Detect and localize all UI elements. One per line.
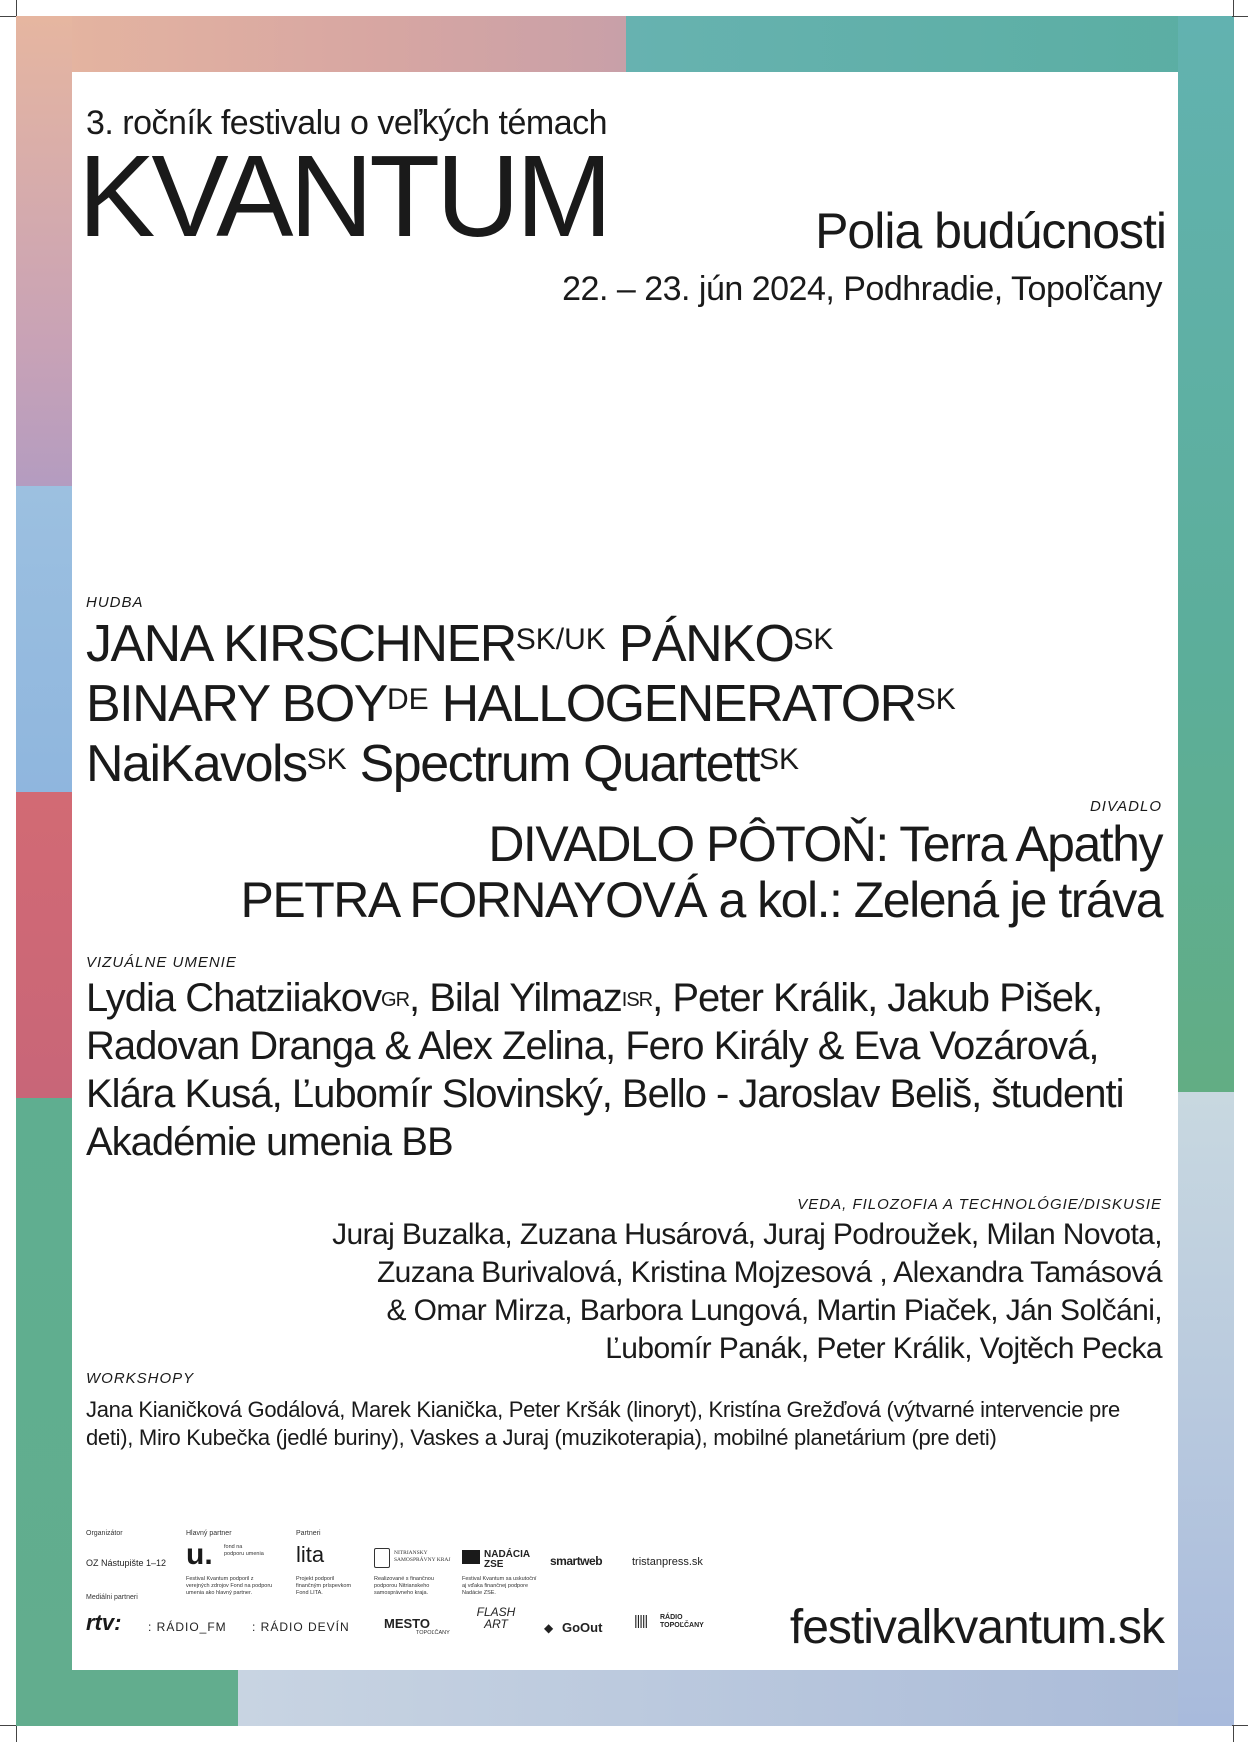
artist-name: PÁNKO [618, 615, 794, 673]
music-line-3 [86, 734, 956, 794]
workshops-label: WORKSHOPY [86, 1370, 195, 1387]
organizer-label: Organizátor [86, 1530, 123, 1537]
festival-subtitle: 3. ročník festivalu o veľkých témach [86, 104, 608, 142]
lita-note: Projekt podporil finančným príspevkom Fond LITA. [296, 1576, 352, 1596]
goout-logo: GoOut [562, 1620, 603, 1635]
zse-logo-icon [462, 1550, 480, 1564]
frame-left-3 [16, 792, 72, 1098]
festival-tagline: Polia budúcnosti [815, 203, 1166, 259]
crop-mark [16, 1726, 17, 1742]
radio-devin-logo: : RÁDIO DEVÍN [252, 1620, 350, 1634]
artist-name: Spectrum Quartett [359, 735, 759, 793]
science-line: Ľubomír Panák, Peter Králik, Vojtěch Pecka [605, 1332, 1162, 1365]
goout-icon: ◆ [544, 1621, 554, 1635]
festival-title: KVANTUM [78, 131, 609, 261]
frame-bottom-left [16, 1670, 238, 1726]
frame-top-left [16, 16, 626, 72]
crop-mark [0, 16, 16, 17]
theatre-label: DIVADLO [1089, 798, 1162, 815]
music-lineup [86, 614, 956, 794]
radio-topolcany-icon: ||||| [634, 1612, 648, 1628]
partners-label: Partneri [296, 1530, 321, 1537]
nsk-note: Realizované s finančnou podporou Nitrianskeho samosprávneho kraja. [374, 1576, 434, 1596]
theatre-line: PETRA FORNAYOVÁ a kol.: Zelená je tráva [240, 872, 1162, 928]
artist-name: HALLOGENERATOR [441, 675, 916, 733]
music-line-1 [86, 614, 956, 674]
artist-name: NaiKavols [86, 735, 307, 793]
music-label: HUDBA [86, 594, 144, 611]
frame-top-right [626, 16, 1234, 72]
website-url: festivalkvantum.sk [789, 1601, 1164, 1654]
fpu-logo: u. [186, 1538, 213, 1571]
science-label: VEDA, FILOZOFIA A TECHNOLÓGIE/DISKUSIE [797, 1196, 1162, 1213]
artist-name: JANA KIRSCHNER [86, 615, 516, 673]
artist-origin: GR [381, 989, 410, 1011]
rtv-logo: rtv: [86, 1610, 122, 1635]
radio-topolcany-logo: RÁDIO TOPOĽČANY [660, 1614, 704, 1629]
artist-origin: SK [306, 743, 347, 776]
visual-artist: Lydia Chatziiakov [86, 976, 382, 1020]
lita-logo: lita [296, 1542, 325, 1567]
frame-right-2 [1178, 1092, 1234, 1726]
science-line: & Omar Mirza, Barbora Lungová, Martin Piaček, Ján Solčáni, [386, 1294, 1162, 1327]
artist-origin: SK [758, 743, 799, 776]
mesto-sub: TOPOĽČANY [416, 1630, 450, 1636]
crop-mark [1232, 16, 1248, 17]
science-line: Zuzana Burivalová, Kristina Mojzesová , Alexandra Tamásová [376, 1256, 1162, 1289]
festival-date-location: 22. – 23. jún 2024, Podhradie, Topoľčany [562, 270, 1162, 308]
tristanpress-logo: tristanpress.sk [632, 1556, 703, 1568]
frame-bottom-right [238, 1670, 1234, 1726]
crop-mark [1233, 1726, 1234, 1742]
artist-origin: SK/UK [515, 623, 606, 656]
crop-mark [0, 1725, 16, 1726]
theatre-lineup [241, 816, 1162, 928]
main-partner-label: Hlavný partner [186, 1530, 232, 1537]
visual-artists-rest: , Peter Králik, Jakub Pišek, Radovan Dranga & Alex Zelina, Fero Király & Eva Vozárová, Klára Kusá, Ľubomír Slovinský, Bello - Jaroslav Beliš, študenti Akadémie umenia BB [86, 976, 1124, 1164]
organizer-name: OZ Nástupište 1–12 [86, 1558, 167, 1568]
fpu-name: fond na podporu umenia [224, 1544, 264, 1557]
crop-mark [16, 0, 17, 16]
science-lineup [332, 1216, 1162, 1368]
artist-name: BINARY BOY [86, 675, 387, 733]
radio-fm-logo: : RÁDIO_FM [148, 1620, 227, 1634]
crop-mark [1233, 0, 1234, 16]
frame-left-1 [16, 16, 72, 486]
theatre-line: DIVADLO PÔTOŇ: Terra Apathy [488, 816, 1162, 872]
artist-origin: ISR [621, 989, 653, 1011]
frame-right-1 [1178, 16, 1234, 1092]
workshops-text: Jana Kianičková Godálová, Marek Kianička, Peter Kršák (linoryt), Kristína Grežďová (výtvarné intervencie pre deti), Miro Kubečka (jedlé buriny), Vaskes a Juraj (muzikoterapia), mobilné planetárium (pre deti) [86, 1397, 1120, 1450]
nsk-logo: NITRIANSKY SAMOSPRÁVNY KRAJ [394, 1550, 451, 1563]
artist-origin: SK [915, 683, 956, 716]
zse-logo: NADÁCIA ZSE [484, 1549, 530, 1570]
media-partners-label: Mediálni partneri [86, 1594, 138, 1601]
frame-left-2 [16, 486, 72, 792]
artist-origin: DE [387, 683, 429, 716]
smartweb-logo: smartweb [550, 1554, 603, 1568]
fpu-note: Festival Kvantum podporil z verejných zdrojov Fond na podporu umenia ako hlavný partner. [186, 1576, 273, 1596]
frame-left-4 [16, 1098, 72, 1726]
zse-note: Festival Kvantum sa uskutoční aj vďaka finančnej podpore Nadácie ZSE. [462, 1576, 537, 1596]
visual-artist: , Bilal Yilmaz [409, 976, 622, 1020]
mesto-logo: MESTO [384, 1616, 430, 1631]
visual-label: VIZUÁLNE UMENIE [86, 954, 237, 971]
crop-mark [1232, 1725, 1248, 1726]
nsk-crest-icon [374, 1548, 390, 1568]
visual-lineup [86, 974, 1126, 1166]
music-line-2 [86, 674, 956, 734]
flash-art-logo: FLASH ART [476, 1605, 516, 1631]
artist-origin: SK [793, 623, 834, 656]
science-line: Juraj Buzalka, Zuzana Husárová, Juraj Podroužek, Milan Novota, [332, 1218, 1162, 1251]
